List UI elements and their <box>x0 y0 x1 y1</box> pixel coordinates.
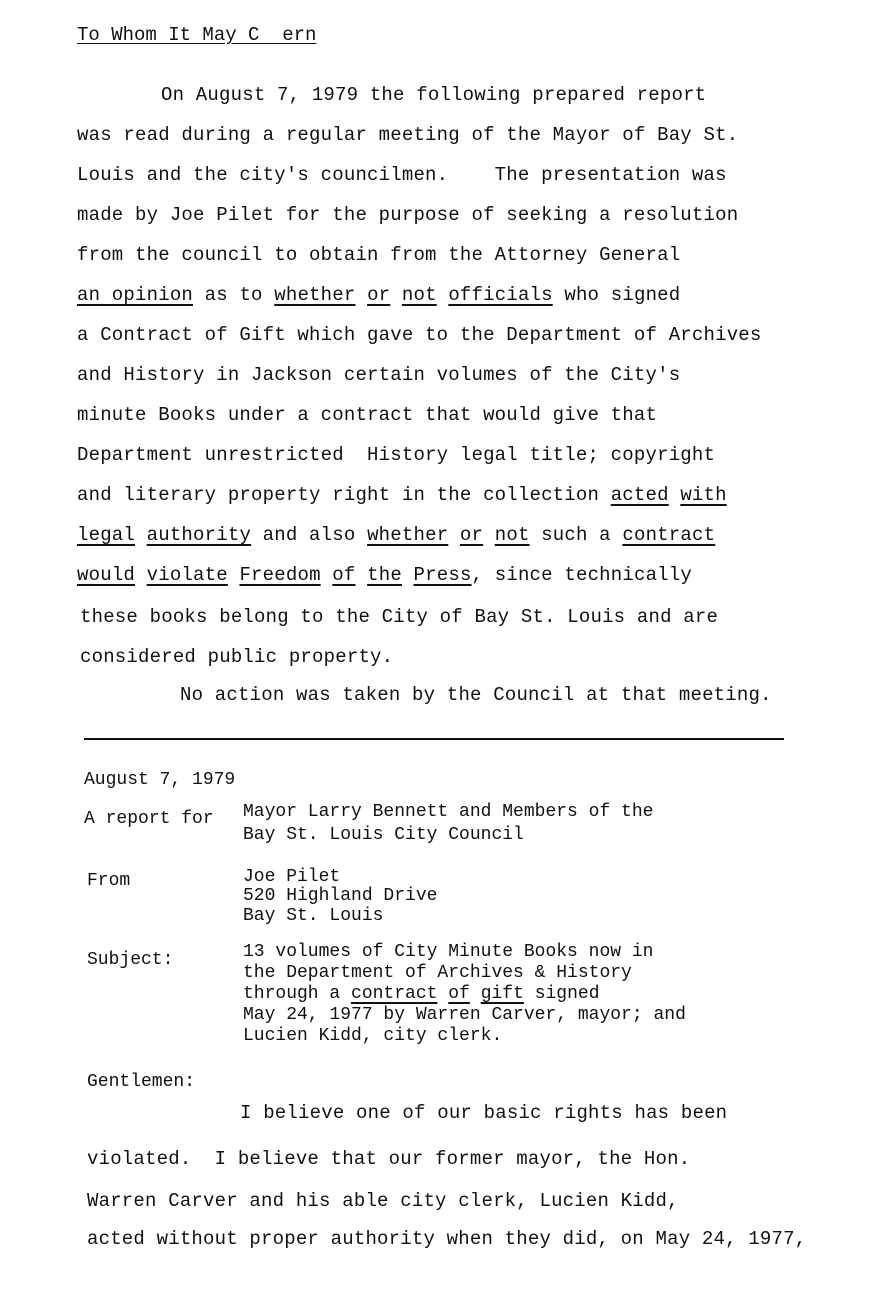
intro-line-5: from the council to obtain from the Attorney General <box>77 244 681 266</box>
underlined-phrase: or <box>459 524 484 546</box>
intro-line-10: Department unrestricted History legal title; copyright <box>77 444 716 466</box>
underlined-phrase: whether <box>367 524 449 546</box>
report-subject-line-3: through a contract of gift signed <box>243 984 600 1004</box>
underlined-phrase: officials <box>448 284 553 306</box>
underlined-phrase: acted <box>610 484 669 506</box>
underlined-phrase: Press <box>413 564 472 586</box>
report-body-line-3: Warren Carver and his able city clerk, Lucien Kidd, <box>87 1190 679 1212</box>
intro-line-7: a Contract of Gift which gave to the Department of Archives <box>77 324 762 346</box>
intro-line-4: made by Joe Pilet for the purpose of seeking a resolution <box>77 204 739 226</box>
intro-line-11: and literary property right in the collection acted with <box>77 484 727 506</box>
intro-line-1: On August 7, 1979 the following prepared report <box>161 84 707 106</box>
report-for-line-1: Mayor Larry Bennett and Members of the <box>243 802 654 822</box>
report-for-label: A report for <box>84 809 214 829</box>
intro-line-14: these books belong to the City of Bay St. Louis and are <box>80 606 719 628</box>
report-date: August 7, 1979 <box>84 770 236 790</box>
underlined-phrase: of <box>448 984 470 1004</box>
report-salutation: Gentlemen: <box>87 1072 196 1092</box>
underlined-phrase: the <box>367 564 402 586</box>
underlined-phrase: of <box>332 564 356 586</box>
underlined-phrase: an opinion <box>77 284 194 306</box>
underlined-phrase: legal <box>77 524 136 546</box>
intro-line-2: was read during a regular meeting of the Mayor of Bay St. <box>77 124 739 146</box>
report-subject-label: Subject: <box>87 950 174 970</box>
intro-line-16: No action was taken by the Council at that meeting. <box>180 684 772 706</box>
report-from-line-3: Bay St. Louis <box>243 906 384 926</box>
underlined-phrase: or <box>367 284 391 306</box>
report-subject-line-5: Lucien Kidd, city clerk. <box>243 1026 503 1046</box>
report-body-line-4: acted without proper authority when they did, on May 24, 1977, <box>87 1228 807 1250</box>
underlined-phrase: gift <box>480 984 524 1004</box>
report-from-line-1: Joe Pilet <box>243 867 341 887</box>
underlined-phrase: contract <box>622 524 716 546</box>
report-subject-line-1: 13 volumes of City Minute Books now in <box>243 942 654 962</box>
underlined-phrase: would <box>77 564 136 586</box>
intro-line-8: and History in Jackson certain volumes of the City's <box>77 364 681 386</box>
report-body-line-1: I believe one of our basic rights has been <box>240 1102 728 1124</box>
section-divider <box>84 738 784 740</box>
intro-line-13: would violate Freedom of the Press, since technically <box>77 564 692 586</box>
report-subject-line-4: May 24, 1977 by Warren Carver, mayor; and <box>243 1005 686 1025</box>
intro-line-9: minute Books under a contract that would give that <box>77 404 658 426</box>
report-from-line-2: 520 Highland Drive <box>243 886 438 906</box>
report-from-label: From <box>87 871 131 891</box>
report-body-line-2: violated. I believe that our former mayor, the Hon. <box>87 1148 691 1170</box>
intro-line-6: an opinion as to whether or not officials who signed <box>77 284 681 306</box>
report-for-line-2: Bay St. Louis City Council <box>243 825 524 845</box>
underlined-phrase: with <box>680 484 727 506</box>
underlined-phrase: not <box>494 524 530 546</box>
underlined-phrase: not <box>401 284 437 306</box>
underlined-phrase: whether <box>274 284 356 306</box>
underlined-phrase: authority <box>146 524 252 546</box>
letter-heading: To Whom It May C ern <box>77 24 317 46</box>
underlined-phrase: contract <box>351 984 438 1004</box>
report-subject-line-2: the Department of Archives & History <box>243 963 632 983</box>
intro-line-12: legal authority and also whether or not such a contract <box>77 524 716 546</box>
underlined-phrase: violate <box>146 564 228 586</box>
underlined-phrase: Freedom <box>239 564 321 586</box>
intro-line-3: Louis and the city's councilmen. The presentation was <box>77 164 727 186</box>
intro-line-15: considered public property. <box>80 646 394 668</box>
